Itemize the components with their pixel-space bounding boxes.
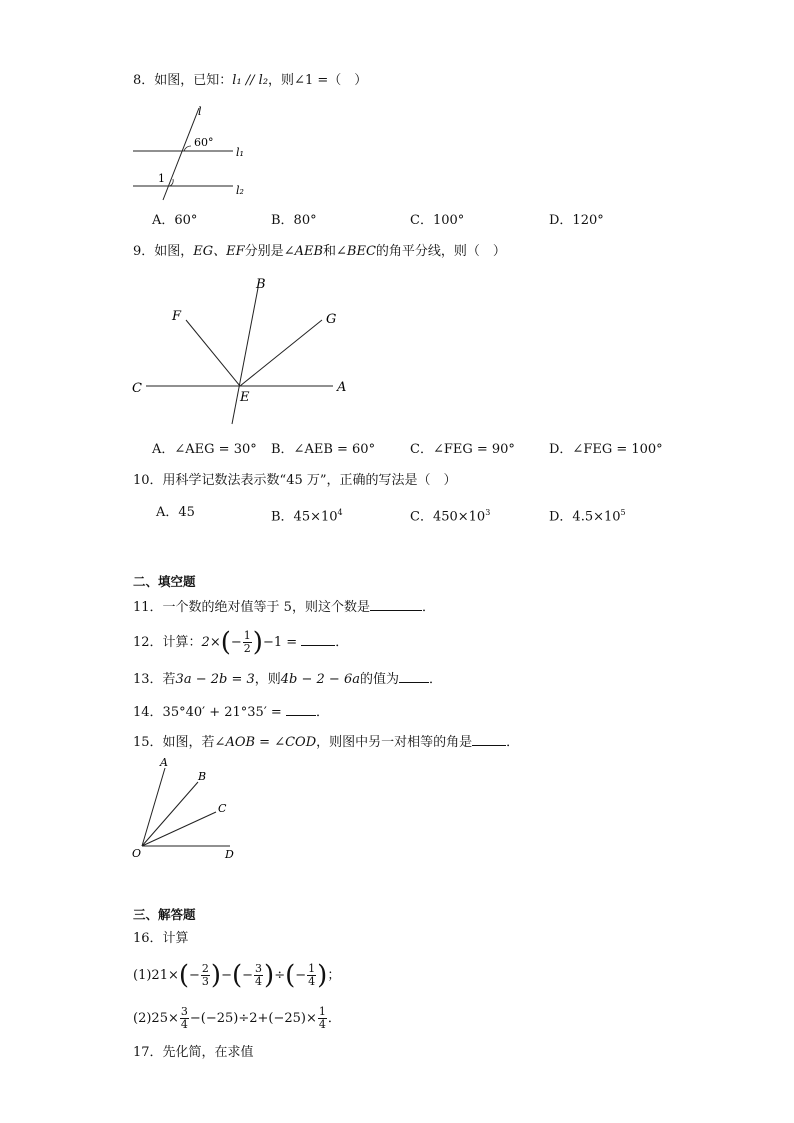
q15-label-o: O xyxy=(132,847,142,860)
q15-label-a: A xyxy=(160,756,168,769)
q9-option-d[interactable]: D．∠FEG = 100° xyxy=(549,442,663,457)
q10-option-b[interactable]: B．$45\times 10^4$ xyxy=(271,508,343,525)
q9-option-a[interactable]: A．∠AEG = 30° xyxy=(152,442,257,457)
q13-answer-blank[interactable] xyxy=(399,670,429,683)
q15-label-c: C xyxy=(218,802,227,815)
q9-option-b[interactable]: B．∠AEB = 60° xyxy=(271,442,376,457)
q11-answer-blank[interactable] xyxy=(370,598,422,611)
q8-line-label: l xyxy=(198,105,202,118)
q9-label-g: G xyxy=(326,312,337,327)
q8-stem: 8．如图，已知：l₁ // l₂，则∠1 =（ ） xyxy=(133,73,368,88)
q10-option-a[interactable]: A．45 xyxy=(156,505,195,520)
q8-option-c[interactable]: C．100° xyxy=(410,213,465,228)
q12-fraction: $\frac{1}{2}$ xyxy=(243,629,251,655)
q9-label-f: F xyxy=(172,309,182,324)
q9-label-c: C xyxy=(132,381,142,396)
q16-part1: (1)21×(− $\frac{2}{3}$ )−(− $\frac{3}{4}$ )÷(− $\frac{1}{4}$ )； xyxy=(133,960,341,991)
q15-figure xyxy=(128,754,248,862)
q8-angle-1: 1 xyxy=(158,172,165,185)
q8-option-d[interactable]: D．120° xyxy=(549,213,604,228)
q17: 17．先化简，在求值 xyxy=(133,1045,254,1060)
q9-label-b: B xyxy=(256,277,266,292)
section-fill-in: 二、填空题 xyxy=(133,574,196,589)
q9-stem: 9．如图，EG、EF分别是∠AEB和∠BEC的角平分线，则（ ） xyxy=(133,244,506,259)
q8-l1-label: l₁ xyxy=(236,146,244,159)
q8-option-a[interactable]: A．60° xyxy=(152,213,198,228)
q8-relation: l₁ // l₂ xyxy=(232,73,269,88)
q16-title: 16．计算 xyxy=(133,931,189,946)
q10-option-d[interactable]: D．$4.5\times 10^5$ xyxy=(549,508,626,525)
q8-l2-label: l₂ xyxy=(236,184,244,197)
q14: 14．35°40′ + 21°35′ = ． xyxy=(133,705,329,720)
q11: 11．一个数的绝对值等于 5，则这个数是 ． xyxy=(133,600,435,615)
q15: 15．如图，若∠AOB = ∠COD，则图中另一对相等的角是 ． xyxy=(133,735,520,750)
q9-label-e: E xyxy=(240,390,250,405)
q12: 12．计算：2×(− $\frac{1}{2}$ )−1 = ． xyxy=(133,627,349,658)
q15-label-d: D xyxy=(225,848,234,861)
q15-label-b: B xyxy=(198,770,207,783)
q9-figure xyxy=(128,270,368,430)
q14-answer-blank[interactable] xyxy=(286,703,316,716)
q9-label-a: A xyxy=(337,380,347,395)
q13: 13．若3a − 2b = 3，则4b − 2 − 6a的值为 ． xyxy=(133,672,442,687)
q10-option-c[interactable]: C．$450\times 10^3$ xyxy=(410,508,491,525)
q8-angle-60: 60° xyxy=(194,136,214,149)
q15-answer-blank[interactable] xyxy=(472,733,506,746)
section-solve: 三、解答题 xyxy=(133,907,196,922)
q16-part2: (2)25× $\frac{3}{4}$ −(−25)÷2+(−25)× $\frac{1}{4}$ ． xyxy=(133,1005,341,1031)
q8-figure xyxy=(128,100,258,205)
q10-stem: 10．用科学记数法表示数“45 万”，正确的写法是（ ） xyxy=(133,473,457,488)
q12-answer-blank[interactable] xyxy=(301,633,335,646)
q9-option-c[interactable]: C．∠FEG = 90° xyxy=(410,442,515,457)
q8-option-b[interactable]: B．80° xyxy=(271,213,317,228)
